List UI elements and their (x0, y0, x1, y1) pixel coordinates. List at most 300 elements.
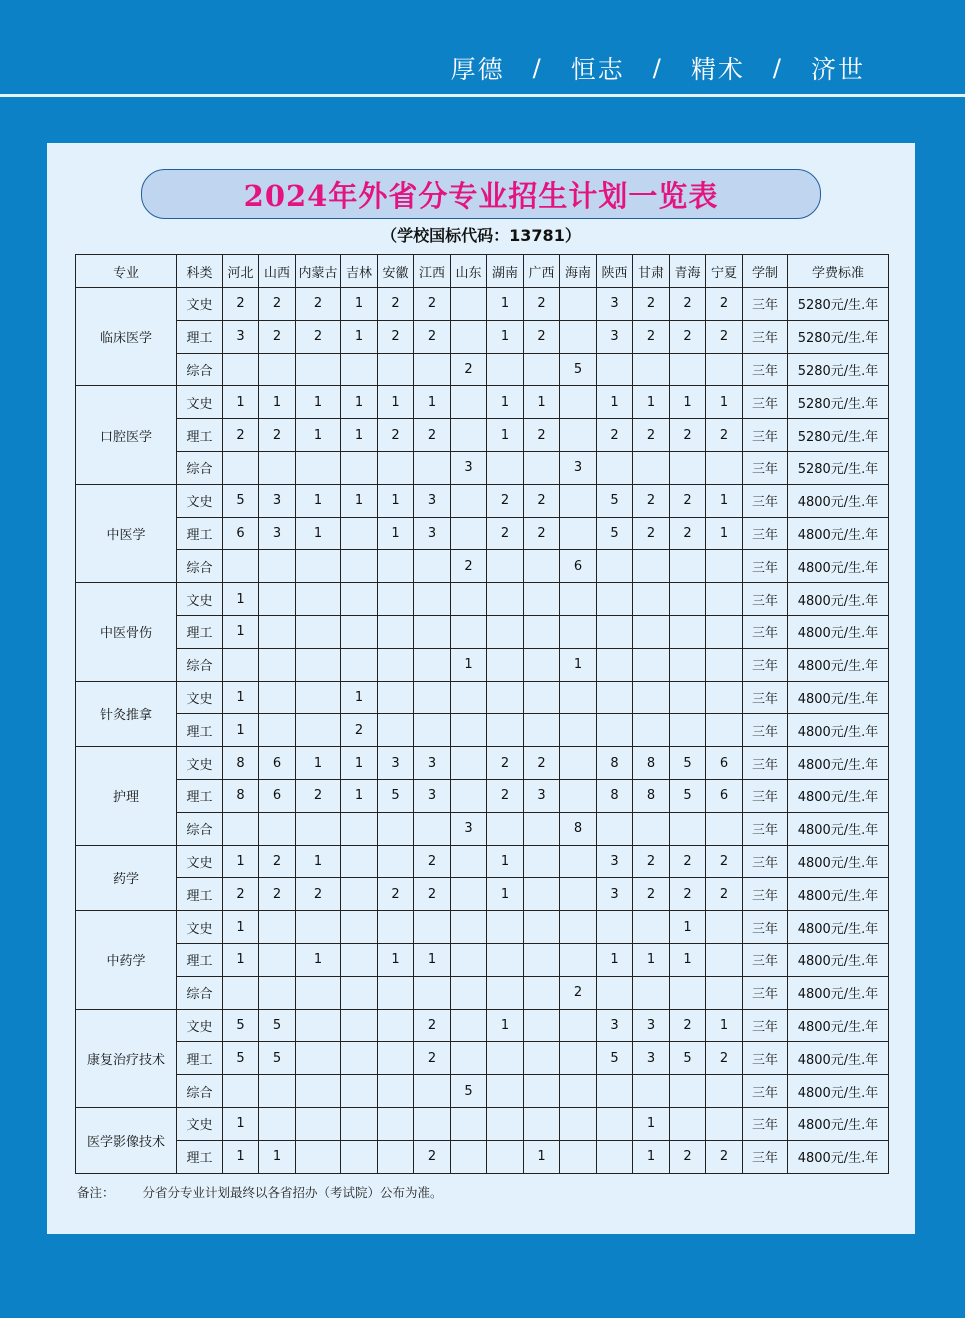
duration-cell: 三年 (743, 747, 788, 780)
quota-cell: 2 (487, 779, 524, 812)
footnote-text: 分省分专业计划最终以各省招办（考试院）公布为准。 (142, 1185, 443, 1200)
quota-cell (560, 943, 597, 976)
quota-cell (670, 615, 706, 648)
quota-cell: 8 (633, 779, 670, 812)
quota-cell: 2 (414, 419, 451, 452)
quota-cell (706, 976, 743, 1009)
duration-cell: 三年 (743, 845, 788, 878)
subject-type-cell: 文史 (177, 747, 223, 780)
quota-cell (670, 583, 706, 616)
quota-cell (560, 320, 597, 353)
quota-cell (487, 1042, 524, 1075)
quota-cell (633, 714, 670, 747)
quota-cell (451, 1140, 487, 1173)
table-row (76, 681, 889, 714)
quota-cell: 1 (296, 845, 341, 878)
quota-cell (259, 943, 296, 976)
quota-cell (560, 779, 597, 812)
quota-cell: 1 (296, 386, 341, 419)
tuition-cell: 4800元/生.年 (788, 845, 889, 878)
quota-cell: 2 (414, 320, 451, 353)
major-name-cell: 中医学 (76, 484, 177, 582)
quota-cell (296, 911, 341, 944)
quota-cell (560, 615, 597, 648)
quota-cell (378, 911, 414, 944)
quota-cell: 1 (633, 943, 670, 976)
quota-cell (597, 976, 633, 1009)
quota-cell: 1 (341, 386, 378, 419)
subject-type-cell: 理工 (177, 1042, 223, 1075)
quota-cell (296, 550, 341, 583)
quota-cell (414, 583, 451, 616)
quota-cell: 3 (597, 288, 633, 321)
tuition-cell: 4800元/生.年 (788, 1140, 889, 1173)
quota-cell: 2 (378, 419, 414, 452)
quota-cell (414, 353, 451, 386)
quota-cell (597, 550, 633, 583)
quota-cell (378, 583, 414, 616)
duration-cell: 三年 (743, 1042, 788, 1075)
footnote (77, 1183, 443, 1201)
quota-cell (451, 943, 487, 976)
quota-cell (597, 353, 633, 386)
quota-cell (560, 386, 597, 419)
quota-cell (451, 845, 487, 878)
duration-cell: 三年 (743, 353, 788, 386)
quota-cell (560, 845, 597, 878)
duration-cell: 三年 (743, 878, 788, 911)
quota-cell (414, 648, 451, 681)
table-row (76, 976, 889, 1009)
quota-cell (223, 451, 259, 484)
tuition-cell: 4800元/生.年 (788, 583, 889, 616)
duration-cell: 三年 (743, 976, 788, 1009)
quota-cell (341, 583, 378, 616)
quota-cell (259, 451, 296, 484)
quota-cell: 1 (378, 484, 414, 517)
quota-cell: 1 (487, 386, 524, 419)
quota-cell (296, 1009, 341, 1042)
quota-cell: 2 (633, 845, 670, 878)
tuition-cell: 4800元/生.年 (788, 878, 889, 911)
table-row (76, 648, 889, 681)
header-cell: 甘肃 (633, 255, 670, 288)
motto-word: 厚德 (450, 55, 505, 84)
quota-cell (560, 714, 597, 747)
quota-cell (223, 648, 259, 681)
subject-type-cell: 综合 (177, 353, 223, 386)
quota-cell (341, 1107, 378, 1140)
quota-cell (524, 681, 560, 714)
quota-cell (341, 1009, 378, 1042)
quota-cell: 1 (524, 386, 560, 419)
quota-cell (524, 451, 560, 484)
subject-type-cell: 文史 (177, 484, 223, 517)
major-name-cell: 护理 (76, 747, 177, 845)
quota-cell: 3 (633, 1009, 670, 1042)
header-cell: 宁夏 (706, 255, 743, 288)
quota-cell (378, 1140, 414, 1173)
quota-cell: 1 (296, 747, 341, 780)
major-name-cell: 康复治疗技术 (76, 1009, 177, 1107)
quota-cell: 1 (597, 943, 633, 976)
quota-cell: 2 (670, 288, 706, 321)
quota-cell (524, 550, 560, 583)
quota-cell: 1 (597, 386, 633, 419)
quota-cell (414, 1075, 451, 1108)
quota-cell (259, 550, 296, 583)
quota-cell: 2 (670, 419, 706, 452)
quota-cell: 8 (597, 747, 633, 780)
content-panel (47, 143, 915, 1234)
quota-cell: 8 (223, 747, 259, 780)
quota-cell: 3 (560, 451, 597, 484)
quota-cell: 6 (259, 779, 296, 812)
quota-cell: 2 (706, 845, 743, 878)
quota-cell (560, 288, 597, 321)
quota-cell: 1 (223, 943, 259, 976)
quota-cell (341, 812, 378, 845)
quota-cell (451, 779, 487, 812)
quota-cell (451, 911, 487, 944)
table-row (76, 747, 889, 780)
duration-cell: 三年 (743, 1075, 788, 1108)
subject-type-cell: 文史 (177, 911, 223, 944)
quota-cell (524, 1107, 560, 1140)
quota-cell: 2 (670, 1009, 706, 1042)
quota-cell: 2 (670, 320, 706, 353)
table-row (76, 1009, 889, 1042)
quota-cell: 2 (296, 779, 341, 812)
duration-cell: 三年 (743, 484, 788, 517)
major-name-cell: 医学影像技术 (76, 1107, 177, 1173)
duration-cell: 三年 (743, 1140, 788, 1173)
quota-cell: 1 (670, 943, 706, 976)
quota-cell (487, 1075, 524, 1108)
subject-type-cell: 综合 (177, 648, 223, 681)
quota-cell (487, 550, 524, 583)
quota-cell (706, 1107, 743, 1140)
quota-cell: 1 (414, 943, 451, 976)
quota-cell (633, 648, 670, 681)
quota-cell: 3 (451, 812, 487, 845)
quota-cell: 1 (223, 714, 259, 747)
quota-cell: 8 (633, 747, 670, 780)
page-title: 2024年外省分专业招生计划一览表 (141, 169, 821, 219)
quota-cell (451, 878, 487, 911)
quota-cell (414, 681, 451, 714)
quota-cell: 5 (597, 1042, 633, 1075)
quota-cell (378, 648, 414, 681)
duration-cell: 三年 (743, 714, 788, 747)
subject-type-cell: 文史 (177, 1107, 223, 1140)
table-row (76, 943, 889, 976)
table-row (76, 1042, 889, 1075)
quota-cell (706, 681, 743, 714)
motto-separator: / (532, 54, 543, 82)
tuition-cell: 4800元/生.年 (788, 1075, 889, 1108)
quota-cell (560, 747, 597, 780)
quota-cell (633, 911, 670, 944)
quota-cell (378, 681, 414, 714)
duration-cell: 三年 (743, 386, 788, 419)
table-row (76, 911, 889, 944)
quota-cell (296, 451, 341, 484)
table-body (76, 288, 889, 1174)
quota-cell: 1 (223, 615, 259, 648)
quota-cell (633, 976, 670, 1009)
quota-cell (451, 714, 487, 747)
quota-cell (524, 1042, 560, 1075)
tuition-cell: 5280元/生.年 (788, 386, 889, 419)
header-cell: 学费标准 (788, 255, 889, 288)
quota-cell: 2 (296, 320, 341, 353)
quota-cell: 6 (560, 550, 597, 583)
major-name-cell: 临床医学 (76, 288, 177, 386)
quota-cell (560, 1042, 597, 1075)
quota-cell: 2 (670, 845, 706, 878)
quota-cell (670, 812, 706, 845)
quota-cell (524, 812, 560, 845)
quota-cell (451, 1009, 487, 1042)
motto-word: 精术 (690, 55, 745, 84)
quota-cell: 3 (414, 517, 451, 550)
quota-cell: 6 (223, 517, 259, 550)
subject-type-cell: 理工 (177, 779, 223, 812)
subject-type-cell: 综合 (177, 550, 223, 583)
quota-cell (296, 583, 341, 616)
quota-cell: 5 (670, 747, 706, 780)
header-cell: 广西 (524, 255, 560, 288)
quota-cell (633, 615, 670, 648)
quota-cell: 2 (560, 976, 597, 1009)
subject-type-cell: 理工 (177, 714, 223, 747)
quota-cell: 2 (296, 288, 341, 321)
quota-cell: 2 (259, 419, 296, 452)
quota-cell: 2 (524, 747, 560, 780)
quota-cell: 1 (223, 681, 259, 714)
quota-cell: 2 (259, 845, 296, 878)
quota-cell (341, 517, 378, 550)
quota-cell: 1 (223, 1107, 259, 1140)
quota-cell: 1 (223, 1140, 259, 1173)
quota-cell: 2 (633, 878, 670, 911)
quota-cell: 6 (706, 747, 743, 780)
quota-cell: 8 (560, 812, 597, 845)
major-name-cell: 针灸推拿 (76, 681, 177, 747)
quota-cell: 5 (223, 1009, 259, 1042)
quota-cell: 2 (451, 353, 487, 386)
quota-cell (597, 648, 633, 681)
header-divider (0, 94, 965, 97)
quota-cell: 2 (259, 288, 296, 321)
subject-type-cell: 综合 (177, 451, 223, 484)
quota-cell: 1 (341, 681, 378, 714)
duration-cell: 三年 (743, 419, 788, 452)
quota-cell (451, 484, 487, 517)
quota-cell (706, 943, 743, 976)
quota-cell (706, 550, 743, 583)
subject-type-cell: 理工 (177, 517, 223, 550)
quota-cell (451, 320, 487, 353)
header-cell: 专业 (76, 255, 177, 288)
quota-cell: 5 (670, 779, 706, 812)
quota-cell: 1 (223, 583, 259, 616)
quota-cell (378, 1107, 414, 1140)
quota-cell (451, 615, 487, 648)
quota-cell (378, 845, 414, 878)
quota-cell (706, 353, 743, 386)
quota-cell (296, 353, 341, 386)
subject-type-cell: 文史 (177, 1009, 223, 1042)
quota-cell: 1 (414, 386, 451, 419)
table-row (76, 615, 889, 648)
table-header-row (76, 255, 889, 288)
quota-cell (487, 648, 524, 681)
quota-cell: 2 (670, 484, 706, 517)
quota-cell (487, 353, 524, 386)
quota-cell: 1 (341, 747, 378, 780)
quota-cell (597, 615, 633, 648)
quota-cell: 1 (378, 943, 414, 976)
quota-cell (487, 583, 524, 616)
quota-cell (378, 976, 414, 1009)
quota-cell: 3 (378, 747, 414, 780)
subject-type-cell: 文史 (177, 288, 223, 321)
quota-cell: 5 (259, 1042, 296, 1075)
quota-cell (560, 419, 597, 452)
header-cell: 湖南 (487, 255, 524, 288)
quota-cell (560, 1009, 597, 1042)
quota-cell: 2 (414, 1042, 451, 1075)
quota-cell: 3 (223, 320, 259, 353)
quota-cell: 3 (451, 451, 487, 484)
quota-cell (259, 615, 296, 648)
quota-cell: 3 (414, 779, 451, 812)
quota-cell (414, 615, 451, 648)
quota-cell: 2 (597, 419, 633, 452)
quota-cell (597, 812, 633, 845)
quota-cell: 2 (414, 878, 451, 911)
quota-cell: 1 (670, 386, 706, 419)
quota-cell (414, 812, 451, 845)
quota-cell (223, 1075, 259, 1108)
quota-cell: 2 (378, 878, 414, 911)
quota-cell: 2 (223, 878, 259, 911)
subject-type-cell: 综合 (177, 812, 223, 845)
quota-cell: 1 (670, 911, 706, 944)
subject-type-cell: 综合 (177, 1075, 223, 1108)
header-cell: 江西 (414, 255, 451, 288)
quota-cell: 1 (633, 1107, 670, 1140)
quota-cell (296, 714, 341, 747)
quota-cell: 5 (451, 1075, 487, 1108)
tuition-cell: 4800元/生.年 (788, 648, 889, 681)
subject-type-cell: 文史 (177, 386, 223, 419)
quota-cell (451, 681, 487, 714)
quota-cell: 1 (706, 484, 743, 517)
quota-cell: 2 (633, 320, 670, 353)
quota-cell (487, 1140, 524, 1173)
duration-cell: 三年 (743, 648, 788, 681)
quota-cell: 6 (259, 747, 296, 780)
quota-cell (524, 1075, 560, 1108)
school-code: （学校国标代码：13781） (381, 226, 581, 245)
quota-cell (223, 812, 259, 845)
quota-cell: 2 (414, 288, 451, 321)
subject-type-cell: 文史 (177, 845, 223, 878)
quota-cell: 3 (524, 779, 560, 812)
quota-cell: 2 (487, 517, 524, 550)
quota-cell (487, 911, 524, 944)
quota-cell: 5 (670, 1042, 706, 1075)
quota-cell (487, 451, 524, 484)
quota-cell: 3 (597, 845, 633, 878)
subject-type-cell: 理工 (177, 320, 223, 353)
quota-cell (706, 451, 743, 484)
duration-cell: 三年 (743, 779, 788, 812)
quota-cell: 1 (487, 845, 524, 878)
quota-cell (296, 615, 341, 648)
quota-cell (341, 1042, 378, 1075)
quota-cell (259, 681, 296, 714)
duration-cell: 三年 (743, 517, 788, 550)
quota-cell: 2 (487, 484, 524, 517)
quota-cell: 1 (296, 943, 341, 976)
enrollment-plan-table (75, 254, 889, 1174)
quota-cell: 2 (706, 1042, 743, 1075)
subject-type-cell: 理工 (177, 615, 223, 648)
quota-cell: 3 (597, 320, 633, 353)
quota-cell: 1 (487, 320, 524, 353)
quota-cell: 1 (296, 419, 341, 452)
quota-cell: 1 (487, 419, 524, 452)
quota-cell (524, 845, 560, 878)
quota-cell: 1 (223, 386, 259, 419)
table-row (76, 288, 889, 321)
quota-cell: 1 (259, 1140, 296, 1173)
quota-cell: 2 (706, 320, 743, 353)
duration-cell: 三年 (743, 812, 788, 845)
quota-cell: 2 (414, 1140, 451, 1173)
quota-cell: 1 (341, 288, 378, 321)
table-row (76, 779, 889, 812)
quota-cell: 2 (223, 288, 259, 321)
quota-cell (378, 1042, 414, 1075)
tuition-cell: 4800元/生.年 (788, 911, 889, 944)
quota-cell (223, 353, 259, 386)
quota-cell (451, 386, 487, 419)
quota-cell (487, 1107, 524, 1140)
quota-cell (597, 681, 633, 714)
table-row (76, 1140, 889, 1173)
quota-cell (670, 976, 706, 1009)
duration-cell: 三年 (743, 681, 788, 714)
tuition-cell: 5280元/生.年 (788, 419, 889, 452)
quota-cell (670, 353, 706, 386)
quota-cell (597, 583, 633, 616)
header-cell: 科类 (177, 255, 223, 288)
quota-cell: 5 (259, 1009, 296, 1042)
quota-cell (259, 1107, 296, 1140)
quota-cell (633, 583, 670, 616)
quota-cell: 3 (633, 1042, 670, 1075)
quota-cell (259, 976, 296, 1009)
tuition-cell: 5280元/生.年 (788, 451, 889, 484)
header-cell: 河北 (223, 255, 259, 288)
quota-cell: 2 (633, 484, 670, 517)
quota-cell (633, 1075, 670, 1108)
